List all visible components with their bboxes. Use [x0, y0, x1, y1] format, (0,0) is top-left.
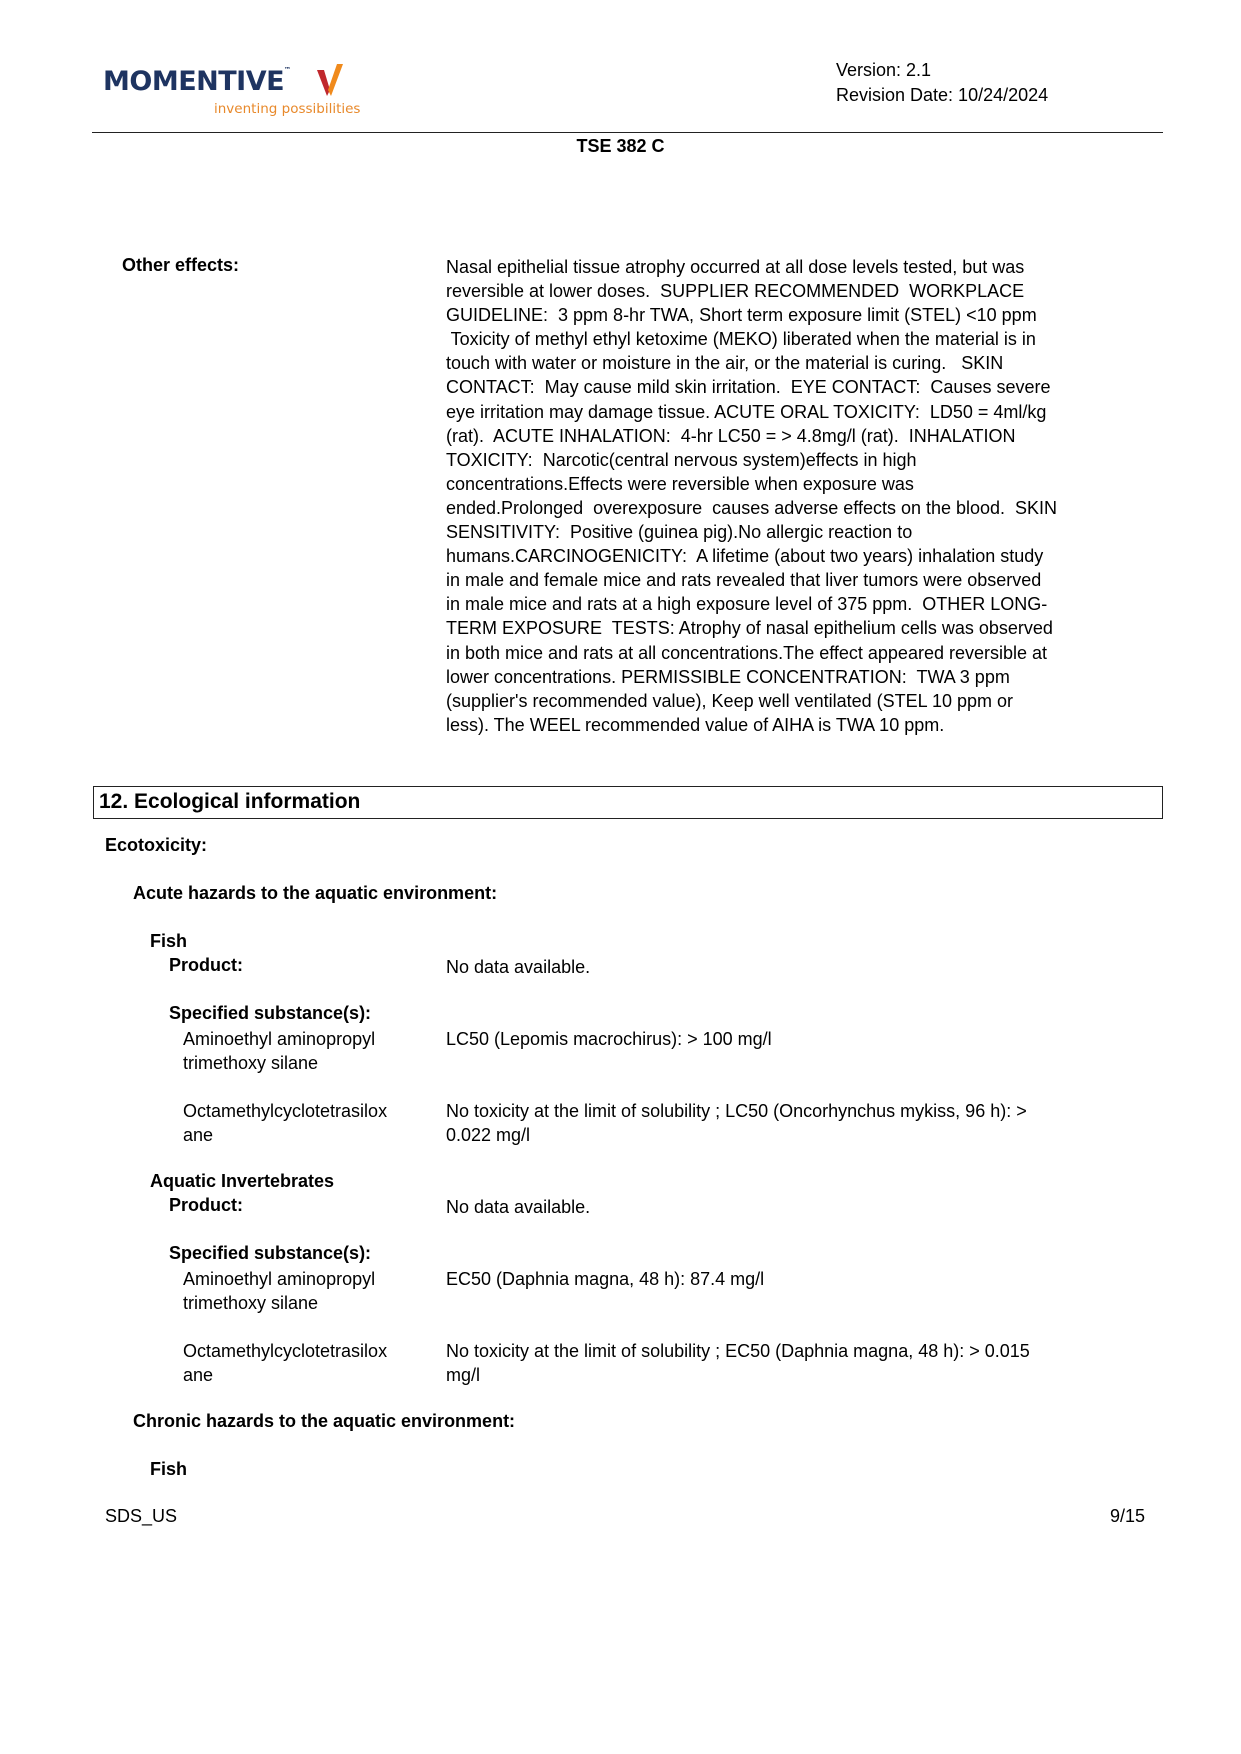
substance-name-line: trimethoxy silane: [183, 1293, 319, 1313]
other-effects-line: Toxicity of methyl ethyl ketoxime (MEKO) liberated when the material is in: [446, 329, 1036, 350]
other-effects-line: GUIDELINE: 3 ppm 8-hr TWA, Short term exposure limit (STEL) <10 ppm: [446, 305, 1037, 326]
other-effects-line: (supplier's recommended value), Keep well ventilated (STEL 10 ppm or: [446, 690, 1014, 711]
other-effects-line: Nasal epithelial tissue atrophy occurred at all dose levels tested, but was: [446, 257, 1025, 277]
substance-name-line: Octamethylcyclotetrasilox: [183, 1341, 388, 1361]
substance-value-line: EC50 (Daphnia magna, 48 h): 87.4 mg/l: [446, 1269, 765, 1289]
invertebrates-label: Aquatic Invertebrates: [150, 1171, 335, 1191]
other-effects-line: TERM EXPOSURE TESTS: Atrophy of nasal epithelium cells was observed: [446, 618, 1053, 639]
fish-substance-value: [446, 1027, 1146, 1051]
invertebrates-product-label: Product:: [169, 1195, 243, 1215]
section-12-title: 12. Ecological information: [99, 790, 361, 813]
chronic-hazards-label: Chronic hazards to the aquatic environment:: [133, 1411, 516, 1431]
other-effects-line: in male and female mice and rats revealed that liver tumors were observed: [446, 570, 1042, 591]
chronic-fish-label: Fish: [150, 1459, 188, 1479]
footer-page-number: 9/15: [1110, 1506, 1146, 1526]
other-effects-line: in male mice and rats at a high exposure level of 375 ppm. OTHER LONG-: [446, 594, 1048, 615]
fish-substance-name: [183, 1099, 423, 1147]
fish-substance-name: [183, 1027, 423, 1075]
invertebrate-substance-value: [446, 1267, 1146, 1291]
document-title: TSE 382 C: [576, 136, 665, 156]
logo-brand-text: MOMENTIVE: [103, 66, 285, 97]
logo-wordmark: [103, 66, 291, 97]
other-effects-line: CONTACT: May cause mild skin irritation. EYE CONTACT: Causes severe: [446, 377, 1051, 398]
substance-value-line: mg/l: [446, 1365, 481, 1385]
invertebrate-substance-value: [446, 1339, 1146, 1387]
invertebrate-substance-name: [183, 1267, 423, 1315]
invertebrates-product-value: No data available.: [446, 1197, 591, 1217]
header-divider: [92, 132, 1163, 133]
company-logo: [103, 66, 373, 124]
other-effects-line: (rat). ACUTE INHALATION: 4-hr LC50 = > 4.8mg/l (rat). INHALATION: [446, 425, 1016, 446]
substance-name-line: Aminoethyl aminopropyl: [183, 1029, 376, 1049]
document-meta: [836, 58, 1048, 108]
other-effects-line: reversible at lower doses. SUPPLIER RECOMMENDED WORKPLACE: [446, 281, 1025, 302]
substance-value-line: 0.022 mg/l: [446, 1125, 531, 1145]
substance-value-line: LC50 (Lepomis macrochirus): > 100 mg/l: [446, 1029, 772, 1049]
footer-doc-code: SDS_US: [105, 1506, 178, 1526]
substance-name-line: trimethoxy silane: [183, 1053, 319, 1073]
invertebrate-substance-name: [183, 1339, 423, 1387]
fish-specified-label: Specified substance(s):: [169, 1003, 372, 1023]
substance-value-line: No toxicity at the limit of solubility ; LC50 (Oncorhynchus mykiss, 96 h): >: [446, 1101, 1027, 1121]
invertebrates-specified-label: Specified substance(s):: [169, 1243, 372, 1263]
acute-hazards-label: Acute hazards to the aquatic environment:: [133, 883, 498, 903]
other-effects-line: less). The WEEL recommended value of AIHA is TWA 10 ppm.: [446, 714, 945, 735]
fish-substance-value: [446, 1099, 1146, 1147]
version-label: Version: 2.1: [836, 60, 932, 80]
logo-tagline: inventing possibilities: [214, 101, 361, 117]
other-effects-text: [446, 255, 1146, 737]
other-effects-line: SENSITIVITY: Positive (guinea pig).No allergic reaction to: [446, 522, 913, 543]
ecotoxicity-label: Ecotoxicity:: [105, 835, 208, 855]
substance-value-line: No toxicity at the limit of solubility ; EC50 (Daphnia magna, 48 h): > 0.015: [446, 1341, 1030, 1361]
other-effects-line: TOXICITY: Narcotic(central nervous system)effects in high: [446, 449, 917, 470]
revision-date-label: Revision Date: 10/24/2024: [836, 85, 1049, 105]
other-effects-line: in both mice and rats at all concentrations.The effect appeared reversible at: [446, 642, 1048, 663]
section-12-header: [93, 786, 1163, 819]
substance-name-line: Octamethylcyclotetrasilox: [183, 1101, 388, 1121]
fish-product-value: No data available.: [446, 957, 591, 977]
substance-name-line: ane: [183, 1365, 214, 1385]
other-effects-line: eye irritation may damage tissue. ACUTE ORAL TOXICITY: LD50 = 4ml/kg: [446, 401, 1047, 422]
other-effects-line: concentrations.Effects were reversible when exposure was: [446, 473, 914, 494]
other-effects-line: lower concentrations. PERMISSIBLE CONCENTRATION: TWA 3 ppm: [446, 666, 1010, 687]
other-effects-label: Other effects:: [122, 255, 240, 275]
other-effects-line: ended.Prolonged overexposure causes adverse effects on the blood. SKIN: [446, 497, 1058, 518]
other-effects-line: touch with water or moisture in the air, or the material is curing. SKIN: [446, 353, 1004, 374]
logo-checkmark-icon: [315, 62, 343, 98]
substance-name-line: ane: [183, 1125, 214, 1145]
substance-name-line: Aminoethyl aminopropyl: [183, 1269, 376, 1289]
fish-label: Fish: [150, 931, 188, 951]
trademark-symbol: ™: [284, 66, 291, 74]
other-effects-line: humans.CARCINOGENICITY: A lifetime (about two years) inhalation study: [446, 546, 1044, 567]
fish-product-label: Product:: [169, 955, 243, 975]
